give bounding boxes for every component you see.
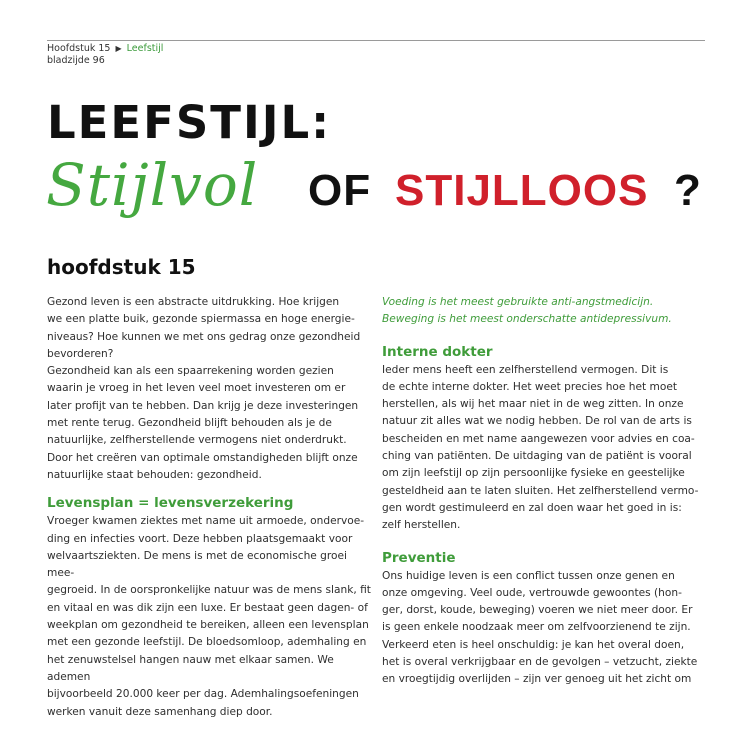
text-line: we een platte buik, gezonde spiermassa en hoge energie- [47,313,355,326]
triangle-right-icon: ▶ [115,44,122,53]
header-rule [47,40,705,41]
section-heading-levensplan: Levensplan = levensverzekering [47,495,294,512]
quote-line: Voeding is het meest gebruikte anti-angstmedicijn. [382,296,654,308]
section-heading-preventie: Preventie [382,549,456,566]
text-line: natuurlijke staat behouden: gezondheid. [47,468,262,481]
text-line: waarin je vroeg in het leven veel moet investeren om er [47,382,346,395]
text-line: welvaartsziekten. De mens is met de economische groei mee- [47,549,347,580]
text-line: Ieder mens heeft een zelfherstellend vermogen. Dit is [382,363,669,376]
breadcrumb [47,43,163,55]
text-line: de echte interne dokter. Het weet precies hoe het moet [382,380,677,393]
title-script-word: Stijlvol [46,151,259,219]
text-line: Ons huidige leven is een conflict tussen onze genen en [382,569,675,582]
text-line: natuurlijke, zelfherstellende vermogens niet onderdrukt. [47,434,347,447]
page-number: bladzijde 96 [47,55,105,66]
section-heading-interne-dokter: Interne dokter [382,343,493,360]
text-line: onze omgeving. Veel oude, vertrouwde gewoontes (hon- [382,586,682,599]
text-line: Door het creëren van optimale omstandigheden blijft onze [47,451,358,464]
text-line: weekplan om gezondheid te bereiken, alleen een levensplan [47,619,369,632]
text-line: om zijn leefstijl op zijn persoonlijke fysieke en geestelijke [382,467,685,480]
pull-quote [382,294,707,329]
text-line: Gezond leven is een abstracte uitdrukking. Hoe krijgen [47,296,340,308]
text-line: bescheiden en met name aangewezen voor advies en coa- [382,432,695,445]
text-line: gegroeid. In de oorspronkelijke natuur was de mens slank, fit [47,584,371,597]
text-line: ching van patiënten. De uitdaging van de patiënt is vooral [382,450,692,463]
text-line: ger, dorst, koude, beweging) voeren we niet meer door. Er [382,604,693,617]
text-line: is geen enkele noodzaak meer om zelfvoorzienend te zijn. [382,621,691,634]
levensplan-paragraph [47,513,372,721]
text-line: Gezondheid kan als een spaarrekening worden gezien [47,365,334,378]
text-line: het is overal verkrijgbaar en de gevolgen – vetzucht, ziekte [382,656,698,669]
interne-dokter-paragraph [382,362,707,535]
text-line: zelf herstellen. [382,519,461,532]
chapter-heading: hoofdstuk 15 [47,255,196,279]
text-line: werken vanuit deze samenhang diep door. [47,705,273,718]
text-line: en vroegtijdig overlijden – zijn ver genoeg uit het zicht om [382,673,692,686]
intro-paragraph [47,294,372,484]
text-line: gen wordt gestimuleerd en zal doen waar het goed in is: [382,501,682,514]
text-line: met een gezonde leefstijl. De bloedsomloop, ademhaling en [47,636,367,649]
text-line: Verkeerd eten is heel onschuldig: je kan het overal doen, [382,638,685,651]
text-line: het zenuwstelsel hangen nauw met elkaar samen. We ademen [47,653,334,683]
text-line: later profijt van te hebben. Dan krijg je deze investeringen [47,399,359,412]
page-title-line1: LEEFSTIJL: [47,96,332,149]
preventie-paragraph [382,568,707,689]
title-of-word: OF [308,166,372,215]
right-column [382,294,707,689]
text-line: bevorderen? [47,347,114,360]
text-line: ding en infecties voort. Deze hebben plaatsgemaakt voor [47,532,353,545]
breadcrumb-chapter: Hoofdstuk 15 [47,43,111,54]
quote-line: Beweging is het meest onderschatte antidepressivum. [382,313,672,326]
text-line: natuur zit alles wat we nodig hebben. De rol van de arts is [382,415,692,428]
text-line: herstellen, als wij het maar niet in de weg zitten. In onze [382,398,684,411]
breadcrumb-current: Leefstijl [126,43,164,54]
text-line: Vroeger kwamen ziektes met name uit armoede, ondervoe- [47,515,365,528]
left-column [47,294,372,721]
title-stijlloos-word: STIJLLOOS [395,166,649,215]
title-question-mark: ? [674,166,701,215]
text-line: gesteldheid aan te laten sluiten. Het zelfherstellend vermo- [382,484,699,497]
text-line: en vitaal en was dik zijn een luxe. Er bestaat geen dagen- of [47,601,368,614]
text-line: met rente terug. Gezondheid blijft behouden als je de [47,417,332,430]
text-line: bijvoorbeeld 20.000 keer per dag. Ademhalingsoefeningen [47,688,359,701]
text-line: niveaus? Hoe kunnen we met ons gedrag onze gezondheid [47,330,361,343]
